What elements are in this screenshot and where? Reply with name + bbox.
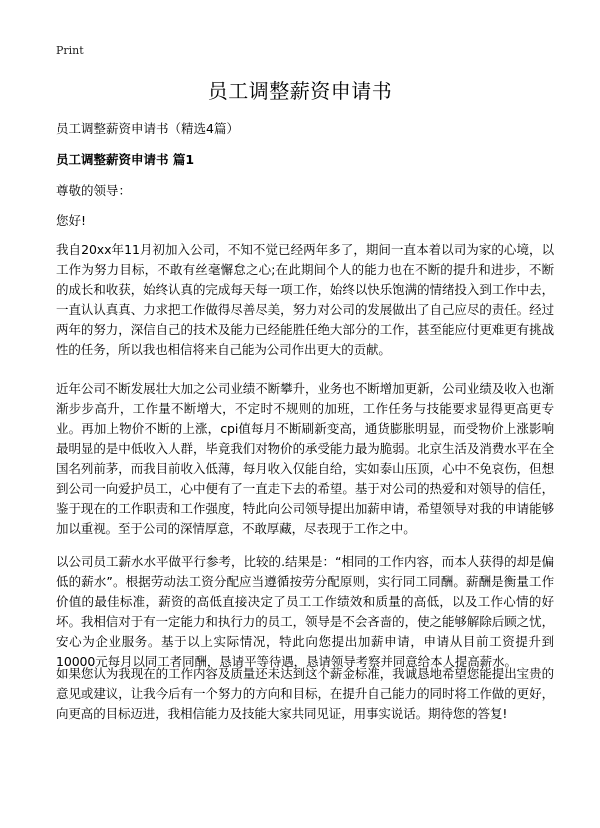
body-paragraph-3: 以公司员工薪水水平做平行参考，比较的.结果是：“相同的工作内容，而本人获得的却是偏低的薪水”。根据劳动法工资分配应当遵循按劳分配原则，实行同工同酬。薪酬是衡量工作价值的最佳标准，薪资的高低直接决定了员工工作绩效和质量的高低，以及工作心情的好坏。我相信对于有一定能力和执行力的员工，领导是不会吝啬的，使之能够解除后顾之忧，安心为企业服务。基于以上实际情况，特此向您提出加薪申请，申请从目前工资提升到10000元每月以同工者同酬，恳请平等待遇，恳请领导考察并同意给本人提高薪水。 <box>56 554 554 669</box>
body-paragraph-1: 我自20xx年11月初加入公司，不知不觉已经两年多了，期间一直本着以司为家的心境，以工作为努力目标，不敢有丝毫懈怠之心;在此期间个人的能力也在不断的提升和进步，不断的成长和收获，始终认真的完成每天每一项工作，始终以快乐饱满的情绪投入到工作中去，一直认认真真、力求把工作做得尽善尽美，努力对公司的发展做出了自己应尽的责任。经过两年的努力，深信自己的技术及能力已经能胜任绝大部分的工作，甚至能应付更难更有挑战性的任务，所以我也相信将来自己能为公司作出更大的贡献。 <box>56 242 554 357</box>
body-paragraph-2: 近年公司不断发展壮大加之公司业绩不断攀升，业务也不断增加更新，公司业绩及收入也渐渐步步高升，工作量不断增大，不定时不规则的加班，工作任务与技能要求显得更高更专业。再加上物价不断的上涨，cpi值每月不断刷新变高，通货膨胀明显，而受物价上涨影响最明显的是中低收入人群，毕竟我们对物价的承受能力最为脆弱。北京生活及消费水平在全国名列前茅，而我目前收入低薄，每月收入仅能自给，实如泰山压顶，心中不免哀伤，但想到公司一向爱护员工，心中便有了一直走下去的希望。基于对公司的热爱和对领导的信任，鉴于现在的工作职责和工作强度，特此向公司领导提出加薪申请，希望领导对我的申请能够加以重视。至于公司的深情厚意，不敢厚藏，尽表现于工作之中。 <box>56 381 554 536</box>
page-title: 员工调整薪资申请书 <box>207 79 393 103</box>
salutation: 尊敬的领导： <box>56 183 132 198</box>
body-paragraph-4: 如果您认为我现在的工作内容及质量还未达到这个薪金标准，我诚恳地希望您能提出宝贵的意见或建议，让我今后有一个努力的方向和目标，在提升自己能力的同时将工作做的更好，向更高的目标迈进，我相信能力及技能大家共同见证，用事实说话。期待您的答复! <box>56 666 554 721</box>
greeting: 您好! <box>56 213 87 228</box>
document-subtitle: 员工调整薪资申请书（精选4篇） <box>56 121 239 136</box>
section-heading: 员工调整薪资申请书 篇1 <box>56 152 195 167</box>
print-link[interactable]: Print <box>56 44 84 57</box>
